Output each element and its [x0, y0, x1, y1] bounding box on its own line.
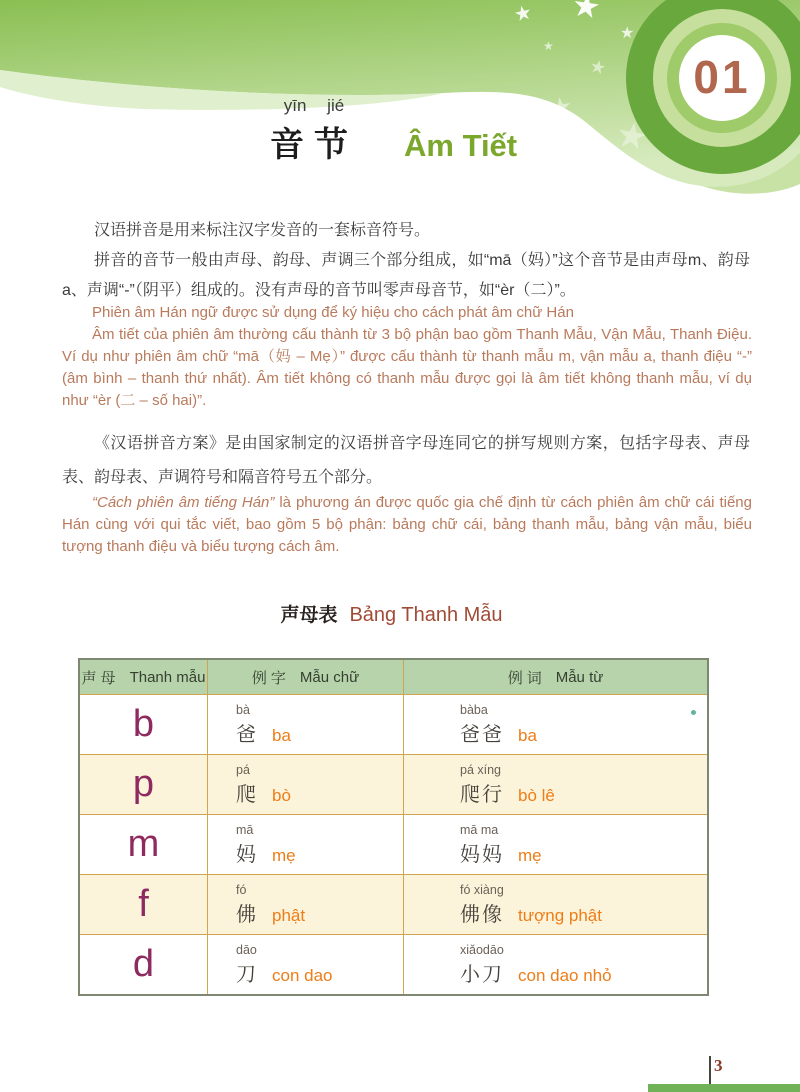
phrase-hanzi: 佛像	[460, 903, 504, 926]
vietnamese-scheme-block	[62, 492, 752, 558]
initial-letter: b	[80, 695, 208, 754]
initials-table	[78, 658, 709, 996]
header-word-cn: 例字	[251, 669, 290, 687]
chinese-scheme-block	[62, 427, 750, 495]
word-hanzi: 爸	[236, 723, 258, 746]
chinese-paragraph-2: 拼音的音节一般由声母、韵母、声调三个部分组成，如“mā（妈）”这个音节是由声母m、韵母a、声调“-”（阴平）组成的。没有声母的音节叫零声母音节，如“èr（二）”。	[62, 252, 750, 299]
example-word-cell	[208, 815, 404, 874]
phrase-pinyin: fó xiàng	[460, 882, 504, 897]
chinese-intro-block	[62, 216, 750, 306]
vietnamese-paragraph-3-rest: là phương án được quốc gia chế định từ cách phiên âm chữ cái tiếng Hán cùng với qui tắc viết, bao gồm 5 bộ phận: bảng chữ cái, bảng thanh mẫu, bảng vận mẫu, biểu tượng thanh điệu và biểu tượng cách âm.	[62, 494, 752, 555]
word-hanzi: 刀	[236, 963, 258, 986]
word-vietnamese: con dao	[272, 965, 333, 985]
lesson-title-chinese	[270, 96, 358, 166]
phrase-pinyin: bàba	[460, 702, 488, 717]
word-vietnamese: bò	[272, 785, 291, 805]
word-hanzi: 妈	[236, 843, 258, 866]
word-pinyin: bà	[236, 702, 250, 717]
lesson-title	[270, 96, 517, 166]
footer-divider-line	[709, 1056, 711, 1084]
phrase-hanzi: 小刀	[460, 963, 504, 986]
chinese-paragraph-1: 汉语拼音是用来标注汉字发音的一套标音符号。	[94, 222, 431, 239]
table-row	[80, 815, 707, 875]
initial-letter: f	[80, 875, 208, 934]
initial-letter: p	[80, 755, 208, 814]
unit-number: 01	[693, 51, 751, 103]
header-cell-word	[208, 660, 404, 694]
header-initial-cn: 声母	[81, 669, 120, 687]
example-word-cell	[208, 755, 404, 814]
word-vietnamese: mẹ	[272, 845, 296, 865]
table-title	[78, 600, 705, 627]
table-row	[80, 875, 707, 935]
vietnamese-paragraph-1: Phiên âm Hán ngữ được sử dụng để ký hiệu cho cách phát âm chữ Hán	[92, 304, 574, 321]
phrase-hanzi: 妈妈	[460, 843, 504, 866]
example-word-cell	[208, 935, 404, 994]
phrase-vietnamese: tượng phật	[518, 905, 602, 925]
header-cell-initial	[80, 660, 208, 694]
phrase-vietnamese: con dao nhỏ	[518, 965, 612, 985]
example-phrase-cell	[404, 935, 707, 994]
scan-speck	[691, 710, 696, 715]
header-phrase-vn: Mẫu từ	[555, 668, 604, 686]
table-title-vietnamese: Bảng Thanh Mẫu	[349, 604, 503, 626]
vietnamese-paragraph-2: Âm tiết của phiên âm thường cấu thành từ 3 bộ phận bao gồm Thanh Mẫu, Vận Mẫu, Thanh Điệu. Ví dụ như phiên âm chữ “mā（妈 – Mẹ）” được cấu thành từ thanh mẫu m, vận mẫu a, thanh điệu “-” (âm bình – thanh thứ nhất). Âm tiết không có thanh mẫu được gọi là âm tiết không thanh mẫu, ví dụ như “èr (二 – số hai)”.	[62, 326, 752, 409]
lesson-title-pinyin: yīn jié	[283, 96, 345, 115]
example-phrase-cell	[404, 815, 707, 874]
phrase-pinyin: mā ma	[460, 822, 499, 837]
word-pinyin: mā	[236, 822, 254, 837]
chinese-paragraph-3: 《汉语拼音方案》是由国家制定的汉语拼音字母连同它的拼写规则方案，包括字母表、声母表、韵母表、声调符号和隔音符号五个部分。	[62, 435, 750, 486]
header-initial-vn: Thanh mẫu	[129, 668, 206, 686]
phrase-pinyin: xiǎodāo	[460, 942, 504, 957]
initial-letter: m	[80, 815, 208, 874]
example-phrase-cell	[404, 755, 707, 814]
page-number: 3	[714, 1056, 723, 1075]
example-phrase-cell	[404, 695, 707, 754]
table-row	[80, 935, 707, 994]
vietnamese-intro-block	[62, 302, 752, 412]
phrase-pinyin: pá xíng	[460, 762, 502, 777]
word-hanzi: 爬	[236, 783, 258, 806]
phrase-vietnamese: bò lê	[518, 785, 555, 805]
lesson-title-vietnamese: Âm Tiết	[404, 128, 518, 163]
table-row	[80, 755, 707, 815]
lesson-title-hanzi: 音节	[270, 126, 358, 164]
header-phrase-cn: 例词	[507, 669, 546, 687]
phrase-hanzi: 爬行	[460, 783, 504, 806]
vietnamese-paragraph-3	[62, 492, 752, 558]
word-pinyin: fó	[236, 882, 247, 897]
phrase-hanzi: 爸爸	[460, 723, 504, 746]
vietnamese-paragraph-3-lead: “Cách phiên âm tiếng Hán”	[92, 494, 275, 511]
word-vietnamese: phật	[272, 905, 306, 925]
phrase-vietnamese: ba	[518, 725, 537, 745]
table-row	[80, 695, 707, 755]
example-phrase-cell	[404, 875, 707, 934]
word-pinyin: dāo	[236, 942, 257, 957]
table-header-row	[80, 660, 707, 695]
header-cell-phrase	[404, 660, 707, 694]
table-title-chinese: 声母表	[280, 605, 338, 626]
header-word-vn: Mẫu chữ	[299, 668, 360, 686]
example-word-cell	[208, 695, 404, 754]
footer-green-bar	[648, 1084, 800, 1092]
word-vietnamese: ba	[272, 725, 291, 745]
word-pinyin: pá	[236, 762, 250, 777]
initial-letter: d	[80, 935, 208, 994]
word-hanzi: 佛	[236, 903, 258, 926]
phrase-vietnamese: mẹ	[518, 845, 542, 865]
example-word-cell	[208, 875, 404, 934]
